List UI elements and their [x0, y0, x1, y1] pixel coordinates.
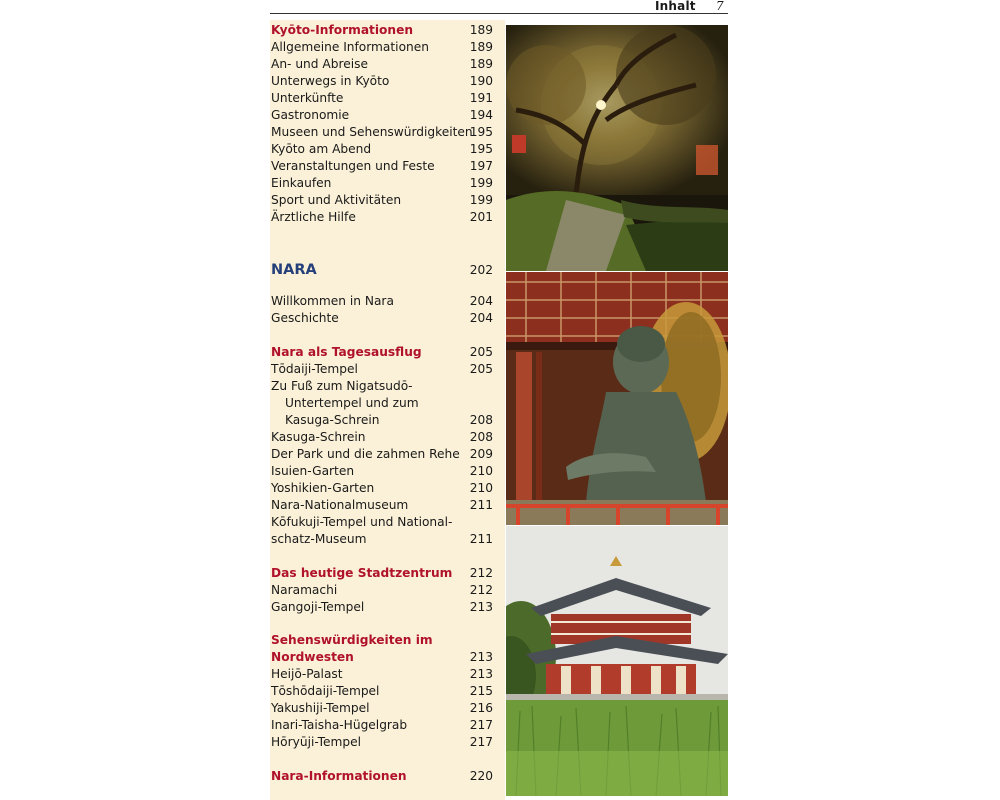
toc-entry[interactable]	[271, 56, 501, 73]
toc-entry-page: 211	[469, 498, 493, 512]
toc-entry-title: Heijō-Palast	[271, 667, 343, 681]
toc-entry-page: 199	[469, 176, 493, 190]
toc-section-nara-informationen[interactable]	[271, 768, 501, 785]
toc-entry[interactable]	[271, 412, 501, 429]
toc-entry-title: Unterwegs in Kyōto	[271, 74, 390, 88]
toc-entry-page: 220	[469, 769, 493, 783]
toc-entry-title: Allgemeine Informationen	[271, 40, 429, 54]
toc-entry-title: Zu Fuß zum Nigatsudō-	[271, 379, 413, 393]
toc-entry[interactable]	[271, 209, 501, 226]
toc-entry[interactable]	[271, 124, 501, 141]
toc-entry-page: 210	[469, 464, 493, 478]
toc-entry-page: 211	[469, 532, 493, 546]
toc-entry-title: Museen und Sehenswürdigkeiten	[271, 125, 473, 139]
toc-entry[interactable]	[271, 429, 501, 446]
toc-entry-title: Der Park und die zahmen Rehe	[271, 447, 460, 461]
toc-entry-title: Sport und Aktivitäten	[271, 193, 402, 207]
toc-entry-title: Nordwesten	[271, 650, 354, 664]
toc-entry-title: Einkaufen	[271, 176, 332, 190]
toc-entry-title: Ärztliche Hilfe	[271, 210, 356, 224]
toc-entry-page: 197	[469, 159, 493, 173]
toc-entry[interactable]	[271, 90, 501, 107]
todaiji-buddha-photo	[506, 272, 728, 525]
toc-entry-page: 201	[469, 210, 493, 224]
toc-entry[interactable]	[271, 531, 501, 548]
toc-section-kyoto-informationen[interactable]	[271, 22, 501, 39]
toc-entry-title: Nara-Nationalmuseum	[271, 498, 409, 512]
toc-entry-page: 205	[469, 345, 493, 359]
toc-entry[interactable]	[271, 293, 501, 310]
toc-entry-page: 212	[469, 583, 493, 597]
heijo-palace-photo	[506, 526, 728, 796]
toc-entry-page: 195	[469, 142, 493, 156]
toc-section-nordwesten-continued[interactable]	[271, 649, 501, 666]
toc-entry-page: 194	[469, 108, 493, 122]
toc-entry[interactable]	[271, 480, 501, 497]
toc-entry[interactable]	[271, 175, 501, 192]
toc-entry-page: 217	[469, 718, 493, 732]
header-title: Inhalt	[655, 0, 696, 13]
toc-entry[interactable]	[271, 39, 501, 56]
toc-entry-title: Sehenswürdigkeiten im	[271, 633, 433, 647]
toc-entry[interactable]	[271, 192, 501, 209]
toc-entry[interactable]	[271, 514, 501, 531]
toc-entry-page: 212	[469, 566, 493, 580]
toc-entry-title: Yoshikien-Garten	[271, 481, 375, 495]
toc-entry-title: Unterkünfte	[271, 91, 344, 105]
toc-entry-title: Nara-Informationen	[271, 769, 407, 783]
toc-entry[interactable]	[271, 446, 501, 463]
toc-entry-page: 204	[469, 311, 493, 325]
toc-entry-title: Gastronomie	[271, 108, 350, 122]
toc-entry-page: 208	[469, 413, 493, 427]
toc-entry-title: Kasuga-Schrein	[271, 430, 366, 444]
toc-entry-title: Willkommen in Nara	[271, 294, 394, 308]
toc-entry-page: 208	[469, 430, 493, 444]
toc-entry-title: Yakushiji-Tempel	[271, 701, 370, 715]
toc-entry-title: Hōryūji-Tempel	[271, 735, 361, 749]
toc-entry-page: 202	[469, 263, 493, 277]
toc-entry[interactable]	[271, 158, 501, 175]
toc-chapter-nara[interactable]	[271, 260, 501, 280]
toc-entry-title: An- und Abreise	[271, 57, 368, 71]
toc-section-tagesausflug[interactable]	[271, 344, 501, 361]
toc-entry-page: 213	[469, 600, 493, 614]
toc-entry-title: schatz-Museum	[271, 532, 367, 546]
toc-entry-page: 215	[469, 684, 493, 698]
toc-entry-page: 189	[469, 57, 493, 71]
toc-entry-title: Kōfukuji-Tempel und National-	[271, 515, 453, 529]
page-number: 7	[716, 0, 724, 13]
toc-entry-title: Tōshōdaiji-Tempel	[271, 684, 380, 698]
toc-entry[interactable]	[271, 141, 501, 158]
toc-entry-page: 190	[469, 74, 493, 88]
toc-entry-page: 213	[469, 667, 493, 681]
toc-entry[interactable]	[271, 73, 501, 90]
toc-entry[interactable]	[271, 463, 501, 480]
toc-entry-title: Untertempel und zum	[285, 396, 419, 410]
toc-section-nordwesten[interactable]	[271, 632, 501, 649]
toc-entry-page: 189	[469, 40, 493, 54]
toc-entry[interactable]	[271, 310, 501, 327]
toc-entry[interactable]	[271, 666, 501, 683]
toc-entry-page: 189	[469, 23, 493, 37]
toc-column	[270, 20, 505, 800]
toc-entry-page: 216	[469, 701, 493, 715]
toc-entry-page: 199	[469, 193, 493, 207]
toc-entry-title: Kyōto am Abend	[271, 142, 372, 156]
toc-entry-page: 204	[469, 294, 493, 308]
toc-entry-title: Inari-Taisha-Hügelgrab	[271, 718, 408, 732]
toc-entry[interactable]	[271, 395, 501, 412]
toc-entry-title: Tōdaiji-Tempel	[271, 362, 358, 376]
toc-entry-page: 210	[469, 481, 493, 495]
toc-entry-title: Kasuga-Schrein	[285, 413, 380, 427]
toc-entry-title: Gangoji-Tempel	[271, 600, 365, 614]
toc-entry[interactable]	[271, 497, 501, 514]
toc-entry-title: Nara als Tagesausflug	[271, 345, 422, 359]
toc-entry[interactable]	[271, 599, 501, 616]
toc-entry-page: 217	[469, 735, 493, 749]
toc-entry-page: 191	[469, 91, 493, 105]
toc-entry-page: 213	[469, 650, 493, 664]
toc-entry[interactable]	[271, 700, 501, 717]
toc-entry-title: Geschichte	[271, 311, 339, 325]
toc-entry[interactable]	[271, 361, 501, 378]
toc-entry-title: Das heutige Stadtzentrum	[271, 566, 453, 580]
toc-entry[interactable]	[271, 683, 501, 700]
toc-section-stadtzentrum[interactable]	[271, 565, 501, 582]
toc-entry-page: 209	[469, 447, 493, 461]
toc-chapter-title: NARA	[271, 262, 317, 278]
toc-entry-title: Veranstaltungen und Feste	[271, 159, 435, 173]
kyoto-night-photo	[506, 25, 728, 271]
toc-entry[interactable]	[271, 582, 501, 599]
toc-entry-title: Naramachi	[271, 583, 338, 597]
toc-entry[interactable]	[271, 734, 501, 751]
toc-entry[interactable]	[271, 717, 501, 734]
toc-entry-page: 205	[469, 362, 493, 376]
toc-entry-title: Isuien-Garten	[271, 464, 355, 478]
toc-entry[interactable]	[271, 107, 501, 124]
page-header	[270, 0, 728, 14]
toc-entry-page: 195	[469, 125, 493, 139]
toc-entry-title: Kyōto-Informationen	[271, 23, 414, 37]
toc-entry[interactable]	[271, 378, 501, 395]
